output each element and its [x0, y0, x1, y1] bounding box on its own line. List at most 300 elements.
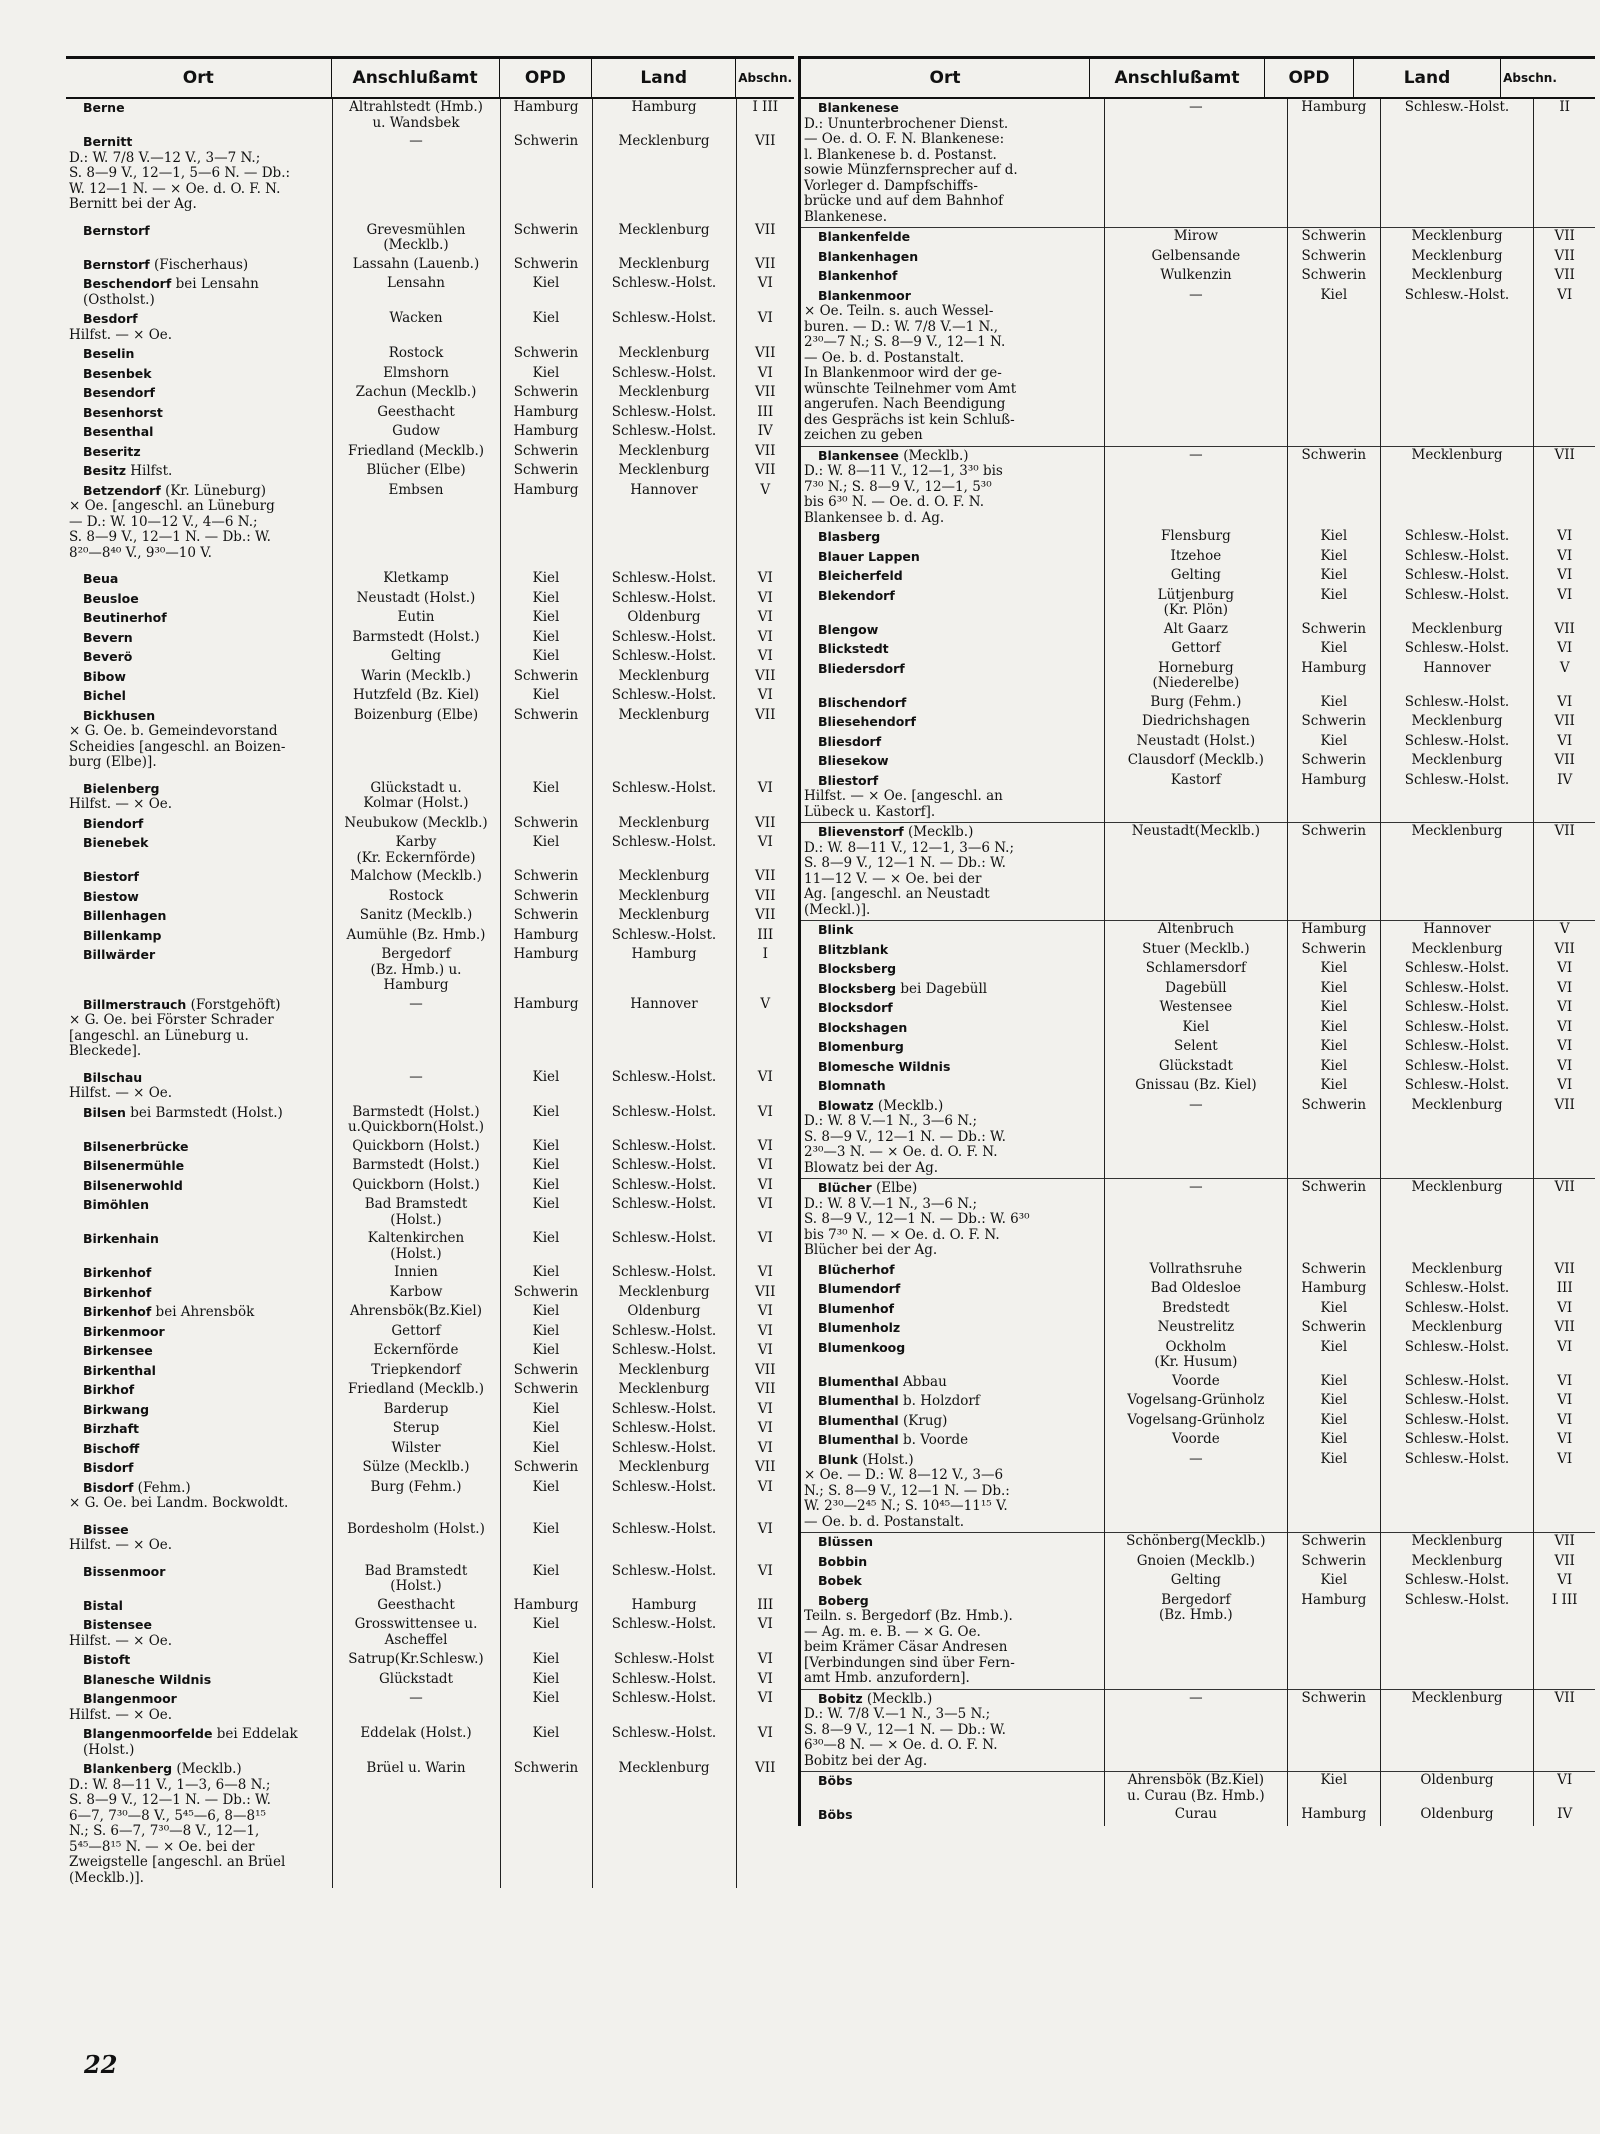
place-name: Bissenmoor — [83, 1563, 166, 1579]
ort-entry — [804, 288, 1101, 305]
table-row — [66, 1230, 794, 1264]
service-note: Teiln. s. Bergedorf (Bz. Hmb.). — Ag. m. e. B. — × G. Oe. beim Krämer Cäsar Andresen [Verbindungen sind über Fern- amt Hmb. anzufordern]. — [804, 1608, 1015, 1686]
ort-entry — [804, 1413, 1101, 1430]
opd-cell: Schwerin — [500, 1760, 592, 1888]
right-entries-table — [801, 99, 1595, 1826]
abschnitt-cell: VI — [757, 1690, 773, 1706]
abschnitt-cell: VI — [757, 1520, 773, 1537]
abschnitt-cell: VI — [757, 1176, 773, 1193]
table-row — [66, 834, 794, 868]
ort-entry — [69, 1564, 329, 1581]
abschnitt-cell: VII — [755, 442, 776, 459]
opd-cell: Kiel — [500, 1062, 592, 1104]
abschnitt-cell: VI — [757, 1725, 773, 1741]
abschnitt-cell: VII — [1554, 940, 1575, 957]
table-row — [66, 1440, 794, 1460]
anschlussamt-cell: Clausdorf (Mecklb.) — [1104, 752, 1287, 772]
table-row — [66, 707, 794, 773]
place-name: Bissee — [83, 1521, 129, 1537]
ort-entry — [804, 1180, 1101, 1197]
opd-cell: Hamburg — [500, 996, 592, 1062]
ort-entry — [69, 781, 329, 798]
abschnitt-cell: VI — [757, 1303, 773, 1319]
opd-cell: Kiel — [500, 1556, 592, 1597]
place-name: Blocksdorf — [818, 1000, 893, 1015]
abschnitt-cell: VII — [755, 907, 776, 923]
ort-entry — [804, 1340, 1101, 1357]
abschnitt-cell: VI — [1534, 1772, 1595, 1807]
service-note: D.: W. 7/8 V.—12 V., 3—7 N.; S. 8—9 V., 12—1, 5—6 N. — Db.: W. 12—1 N. — × Oe. d. O. F. N. Bernitt bei der Ag. — [69, 149, 291, 212]
abschnitt-cell: VI — [757, 1157, 773, 1173]
place-name: Beseritz — [83, 443, 141, 459]
place-name: Birkensee — [83, 1343, 153, 1358]
abschnitt-cell: VII — [1554, 1096, 1575, 1113]
land-cell: Schlesw.-Holst. — [1380, 1077, 1534, 1097]
place-name: Birkenhain — [83, 1231, 159, 1246]
land-cell: Schlesw.-Holst. — [1380, 694, 1534, 714]
anschlussamt-cell: Boizenburg (Elbe) — [332, 707, 500, 773]
ort-cell — [66, 215, 332, 256]
opd-cell: Schwerin — [1287, 941, 1380, 961]
table-row — [66, 404, 794, 424]
ort-cell — [66, 1671, 332, 1691]
anschlussamt-cell: — — [1104, 287, 1287, 447]
ort-entry — [804, 268, 1101, 285]
anschlussamt-cell: Sülze (Mecklb.) — [332, 1459, 500, 1479]
ort-cell — [66, 256, 332, 276]
land-cell: Mecklenburg — [1380, 1261, 1534, 1281]
abschnitt-cell: IV — [757, 423, 773, 439]
ort-cell — [66, 384, 332, 404]
land-cell: Schlesw.-Holst. — [1380, 1373, 1534, 1393]
opd-cell: Kiel — [1287, 733, 1380, 753]
land-cell: Schlesw.-Holst. — [592, 1514, 736, 1556]
place-name: Bistoft — [83, 1652, 131, 1667]
ort-cell — [66, 1157, 332, 1177]
ort-entry — [69, 669, 329, 686]
place-qualifier: b. Voorde — [898, 1432, 969, 1448]
anschlussamt-cell: Barmstedt (Holst.) — [332, 1157, 500, 1177]
place-name: Bevern — [83, 629, 133, 645]
land-cell: Schlesw.-Holst. — [592, 687, 736, 707]
service-note: D.: W. 8—11 V., 1—3, 6—8 N.; S. 8—9 V., 12—1 N. — Db.: W. 6—7, 7³⁰—8 V., 5⁴⁵—6, 8—8¹⁵ N.; S. 6—7, 7³⁰—8 V., 12—1, 5⁴⁵—8¹⁵ N. — × Oe. bei der Zweigstelle [angeschl. an Brüel (Mecklb.)]. — [69, 1776, 286, 1886]
opd-cell: Kiel — [500, 609, 592, 629]
abschnitt-cell: VI — [1557, 1372, 1573, 1389]
table-row — [66, 482, 794, 564]
ort-entry — [804, 1393, 1101, 1410]
table-row — [66, 1323, 794, 1343]
ort-cell — [66, 1760, 332, 1888]
place-name: Birkenhof — [83, 1284, 152, 1300]
place-name: Blumenhof — [818, 1300, 895, 1316]
anschlussamt-cell: Neustadt(Mecklb.) — [1104, 823, 1287, 921]
table-row — [801, 287, 1595, 447]
land-cell: Schlesw.-Holst. — [1380, 1038, 1534, 1058]
table-row — [801, 1038, 1595, 1058]
anschlussamt-cell: Curau — [1104, 1806, 1287, 1826]
anschlussamt-cell: Glückstadt u. Kolmar (Holst.) — [332, 773, 500, 815]
anschlussamt-cell: Barderup — [332, 1401, 500, 1421]
abschnitt-cell: V — [1534, 921, 1595, 941]
anschlussamt-cell: Rostock — [332, 888, 500, 908]
abschnitt-cell: VI — [757, 628, 773, 645]
abschnitt-cell: VI — [757, 779, 773, 796]
abschnitt-cell: VI — [757, 1400, 773, 1417]
place-name: Beua — [83, 571, 119, 586]
table-row — [801, 960, 1595, 980]
abschnitt-cell: VII — [1534, 1179, 1595, 1261]
place-name: Blumenthal — [818, 1373, 899, 1389]
ort-cell — [66, 1514, 332, 1556]
service-note: × G. Oe. bei Landm. Bockwoldt. — [69, 1495, 289, 1511]
table-row — [801, 528, 1595, 548]
anschlussamt-cell: Bordesholm (Holst.) — [332, 1514, 500, 1556]
place-name: Blink — [818, 922, 854, 937]
place-name: Blankenberg — [83, 1761, 173, 1776]
abschnitt-cell: VII — [1534, 1533, 1595, 1553]
ort-entry — [804, 1534, 1101, 1551]
ort-cell — [801, 621, 1104, 641]
place-name: Blumendorf — [818, 1281, 901, 1296]
ort-cell — [801, 1280, 1104, 1300]
anschlussamt-cell: Ahrensbök (Bz.Kiel) u. Curau (Bz. Hmb.) — [1104, 1772, 1287, 1807]
ort-cell — [801, 1533, 1104, 1553]
ort-cell — [801, 567, 1104, 587]
place-name: Blitzblank — [818, 941, 889, 957]
ort-entry — [69, 483, 329, 500]
opd-cell: Kiel — [500, 275, 592, 310]
ort-cell — [66, 345, 332, 365]
place-qualifier: (Fischerhaus) — [149, 256, 249, 273]
opd-cell: Kiel — [1287, 1373, 1380, 1393]
ort-entry — [69, 134, 329, 151]
ort-entry — [69, 223, 329, 240]
anschlussamt-cell: Eutin — [332, 609, 500, 629]
opd-cell: Hamburg — [500, 946, 592, 996]
land-cell: Oldenburg — [592, 1303, 736, 1323]
abschnitt-cell: VI — [757, 275, 773, 291]
abschnitt-cell: VII — [755, 706, 776, 723]
anschlussamt-cell: Alt Gaarz — [1104, 621, 1287, 641]
table-row — [801, 1533, 1595, 1553]
ort-cell — [801, 1319, 1104, 1339]
land-cell: Schlesw.-Holst. — [592, 1671, 736, 1691]
ort-cell — [801, 823, 1104, 921]
abschnitt-cell: VI — [757, 834, 773, 850]
abschnitt-cell: VI — [757, 1196, 773, 1212]
abschnitt-cell: VI — [1557, 1450, 1573, 1467]
ort-entry — [69, 708, 329, 725]
abschnitt-cell: VI — [1557, 999, 1573, 1015]
header-anschlussamt: Anschlußamt — [1090, 59, 1265, 97]
anschlussamt-cell: Kletkamp — [332, 563, 500, 590]
ort-entry — [69, 276, 329, 308]
table-row — [66, 1303, 794, 1323]
place-qualifier: (Mecklb.) — [172, 1761, 242, 1777]
place-name: Blumenkoog — [818, 1339, 906, 1355]
table-row — [801, 567, 1595, 587]
abschnitt-cell: VII — [1554, 620, 1575, 637]
anschlussamt-cell: — — [1104, 1451, 1287, 1533]
opd-cell: Schwerin — [500, 707, 592, 773]
ort-cell — [66, 834, 332, 868]
place-name: Blengow — [818, 621, 879, 637]
ort-entry — [804, 1452, 1101, 1469]
table-row — [801, 1019, 1595, 1039]
anschlussamt-cell: Stuer (Mecklb.) — [1104, 941, 1287, 961]
place-name: Bichel — [83, 688, 126, 703]
ort-entry — [69, 1761, 329, 1778]
table-row — [66, 815, 794, 835]
anschlussamt-cell: Lütjenburg (Kr. Plön) — [1104, 587, 1287, 621]
place-name: Bliedersdorf — [818, 660, 905, 676]
ort-entry — [69, 1324, 329, 1341]
opd-cell: Kiel — [500, 1196, 592, 1230]
land-cell: Schlesw.-Holst. — [1380, 1412, 1534, 1432]
table-row — [66, 215, 794, 256]
ort-cell — [801, 1806, 1104, 1826]
land-cell: Schlesw.-Holst. — [1380, 548, 1534, 568]
opd-cell: Kiel — [1287, 1077, 1380, 1097]
place-name: Besdorf — [83, 311, 138, 326]
anschlussamt-cell: Voorde — [1104, 1431, 1287, 1451]
anschlussamt-cell: Altenbruch — [1104, 921, 1287, 941]
ort-cell — [66, 687, 332, 707]
ort-entry — [69, 1522, 329, 1539]
ort-entry — [69, 947, 329, 964]
anschlussamt-cell: Lassahn (Lauenb.) — [332, 256, 500, 276]
place-name: Bilsenerbrücke — [83, 1138, 189, 1154]
table-row — [801, 980, 1595, 1000]
ort-entry — [69, 571, 329, 588]
table-row — [801, 1431, 1595, 1451]
ort-cell — [66, 133, 332, 215]
land-cell: Schlesw.-Holst. — [1380, 1019, 1534, 1039]
table-row — [801, 228, 1595, 248]
ort-entry — [804, 622, 1101, 639]
abschnitt-cell: III — [757, 1596, 774, 1613]
land-cell: Mecklenburg — [1380, 1553, 1534, 1573]
ort-entry — [804, 773, 1101, 790]
anschlussamt-cell: Gnissau (Bz. Kiel) — [1104, 1077, 1287, 1097]
land-cell: Mecklenburg — [592, 668, 736, 688]
place-qualifier: bei Barmstedt (Holst.) — [125, 1104, 283, 1121]
opd-cell: Schwerin — [500, 668, 592, 688]
land-cell: Schlesw.-Holst. — [592, 1062, 736, 1104]
ort-entry — [804, 1432, 1101, 1449]
ort-cell — [66, 1362, 332, 1382]
place-name: Birkhof — [83, 1382, 135, 1397]
place-name: Birkenhof — [83, 1304, 152, 1319]
opd-cell: Hamburg — [1287, 1806, 1380, 1826]
abschnitt-cell: VI — [1557, 640, 1573, 656]
place-qualifier: (Krug) — [898, 1412, 948, 1429]
ort-cell — [66, 1303, 332, 1323]
anschlussamt-cell: Burg (Fehm.) — [332, 1479, 500, 1514]
land-cell: Schlesw.-Holst. — [592, 1556, 736, 1597]
ort-entry — [69, 1672, 329, 1689]
anschlussamt-cell: Hutzfeld (Bz. Kiel) — [332, 687, 500, 707]
opd-cell: Kiel — [500, 1323, 592, 1343]
table-row — [66, 648, 794, 668]
opd-cell: Kiel — [500, 1303, 592, 1323]
abschnitt-cell: III — [1556, 1280, 1573, 1296]
table-row — [66, 1671, 794, 1691]
place-name: Blauer Lappen — [818, 548, 920, 564]
opd-cell: Kiel — [500, 1177, 592, 1197]
ort-entry — [804, 734, 1101, 751]
land-cell: Schlesw.-Holst. — [1380, 980, 1534, 1000]
opd-cell: Hamburg — [500, 1597, 592, 1617]
opd-cell: Schwerin — [1287, 1261, 1380, 1281]
service-note: D.: W. 8 V.—1 N., 3—6 N.; S. 8—9 V., 12—1 N. — Db.: W. 2³⁰—3 N. — × Oe. d. O. F. N. Blowatz bei der Ag. — [804, 1113, 1006, 1176]
opd-cell: Kiel — [500, 1725, 592, 1760]
place-qualifier: (Mecklb.) — [903, 824, 974, 840]
ort-cell — [66, 1690, 332, 1725]
ort-cell — [801, 1553, 1104, 1573]
anschlussamt-cell: Schönberg(Mecklb.) — [1104, 1533, 1287, 1553]
service-note: D.: W. 8 V.—1 N., 3—6 N.; S. 8—9 V., 12—1 N. — Db.: W. 6³⁰ bis 7³⁰ N. — × Oe. d. O. F. N. Blücher bei der Ag. — [804, 1195, 1030, 1258]
opd-cell: Schwerin — [1287, 1533, 1380, 1553]
place-qualifier: (Kr. Lüneburg) — [160, 482, 267, 499]
abschnitt-cell: VI — [757, 1322, 773, 1339]
table-row — [66, 888, 794, 908]
abschnitt-cell: VII — [1554, 247, 1575, 264]
anschlussamt-cell: — — [332, 996, 500, 1062]
table-row — [66, 1514, 794, 1556]
place-name: Böbs — [818, 1807, 853, 1822]
table-row — [66, 423, 794, 443]
table-row — [66, 609, 794, 629]
table-row — [66, 1651, 794, 1671]
opd-cell: Schwerin — [500, 1362, 592, 1382]
opd-cell: Schwerin — [1287, 713, 1380, 733]
ort-entry — [804, 1000, 1101, 1017]
land-cell: Schlesw.-Holst. — [592, 365, 736, 385]
place-name: Blocksberg — [818, 980, 897, 996]
header-opd: OPD — [500, 59, 593, 97]
table-row — [801, 1179, 1595, 1261]
opd-cell: Schwerin — [1287, 446, 1380, 528]
header-ort: Ort — [66, 59, 332, 97]
anschlussamt-cell: Kaltenkirchen (Holst.) — [332, 1230, 500, 1264]
abschnitt-cell: VI — [757, 1068, 773, 1085]
land-cell: Hannover — [1380, 921, 1534, 941]
place-name: Bobek — [818, 1573, 862, 1588]
land-cell: Mecklenburg — [592, 462, 736, 482]
place-name: Bienebek — [83, 835, 149, 850]
abschnitt-cell: VI — [1557, 1572, 1573, 1588]
ort-cell — [66, 927, 332, 947]
ort-cell — [66, 648, 332, 668]
land-cell: Mecklenburg — [1380, 621, 1534, 641]
ort-entry — [69, 688, 329, 705]
left-column — [66, 56, 794, 1888]
land-cell: Hannover — [592, 996, 736, 1062]
place-qualifier: (Fehm.) — [133, 1479, 191, 1496]
ort-cell — [801, 446, 1104, 528]
abschnitt-cell: VI — [1557, 1431, 1573, 1447]
ort-cell — [66, 1104, 332, 1138]
opd-cell: Kiel — [1287, 1572, 1380, 1592]
ort-cell — [801, 587, 1104, 621]
anschlussamt-cell: Gettorf — [1104, 640, 1287, 660]
table-row — [66, 275, 794, 310]
anschlussamt-cell: Aumühle (Bz. Hmb.) — [332, 927, 500, 947]
land-cell: Schlesw.-Holst — [592, 1651, 736, 1671]
ort-cell — [801, 921, 1104, 941]
place-name: Billenkamp — [83, 927, 162, 943]
table-row — [66, 256, 794, 276]
land-cell: Mecklenburg — [592, 868, 736, 888]
anschlussamt-cell: Glückstadt — [332, 1671, 500, 1691]
opd-cell: Kiel — [500, 1616, 592, 1651]
ort-entry — [69, 630, 329, 647]
anschlussamt-cell: — — [332, 1690, 500, 1725]
ort-entry — [804, 1059, 1101, 1076]
ort-entry — [69, 1691, 329, 1708]
anschlussamt-cell: Bad Oldesloe — [1104, 1280, 1287, 1300]
abschnitt-cell: VI — [1557, 1299, 1573, 1316]
anschlussamt-cell: Kastorf — [1104, 772, 1287, 823]
place-name: Blankenhagen — [818, 248, 919, 264]
land-cell: Schlesw.-Holst. — [592, 1342, 736, 1362]
service-note: × Oe. Teiln. s. auch Wessel- buren. — D.: W. 7/8 V.—1 N., 2³⁰—7 N.; S. 8—9 V., 12—1 N. — Oe. b. d. Postanstalt. In Blankenmoor wird der ge- wünschte Teilnehmer vom Amt angerufen. Nach Beendigung des Gesprächs ist kein Schluß- zeichen zu geben — [804, 303, 1017, 443]
anschlussamt-cell: Gudow — [332, 423, 500, 443]
opd-cell: Schwerin — [500, 815, 592, 835]
ort-entry — [69, 366, 329, 383]
land-cell: Mecklenburg — [592, 1381, 736, 1401]
ort-cell — [66, 668, 332, 688]
anschlussamt-cell: — — [1104, 99, 1287, 228]
place-qualifier: bei Lensahn (Ostholst.) — [83, 276, 259, 308]
land-cell: Mecklenburg — [592, 888, 736, 908]
abschnitt-cell: VII — [1554, 752, 1575, 768]
place-qualifier: b. Holzdorf — [898, 1393, 980, 1409]
ort-cell — [801, 99, 1104, 228]
opd-cell: Schwerin — [1287, 1179, 1380, 1261]
ort-cell — [66, 1597, 332, 1617]
land-cell: Schlesw.-Holst. — [592, 1264, 736, 1284]
ort-entry — [804, 1262, 1101, 1279]
place-name: Blomesche Wildnis — [818, 1058, 951, 1074]
table-row — [801, 1572, 1595, 1592]
ort-cell — [66, 1264, 332, 1284]
header-abschn: Abschn. — [1503, 71, 1557, 85]
ort-cell — [66, 815, 332, 835]
table-row — [66, 1725, 794, 1760]
anschlussamt-cell: Mirow — [1104, 228, 1287, 248]
place-name: Billwärder — [83, 947, 156, 962]
table-row — [66, 1597, 794, 1617]
opd-cell: Schwerin — [1287, 1097, 1380, 1179]
table-row — [801, 621, 1595, 641]
table-row — [66, 1177, 794, 1197]
ort-entry — [69, 997, 329, 1014]
place-name: Bernstorf — [83, 256, 150, 272]
land-cell: Schlesw.-Holst. — [1380, 1280, 1534, 1300]
ort-entry — [69, 1178, 329, 1195]
table-row — [66, 868, 794, 888]
anschlussamt-cell: Satrup(Kr.Schlesw.) — [332, 1651, 500, 1671]
opd-cell: Kiel — [500, 1401, 592, 1421]
ort-entry — [804, 1554, 1101, 1571]
place-name: Biestow — [83, 888, 139, 904]
anschlussamt-cell: Blücher (Elbe) — [332, 462, 500, 482]
opd-cell: Hamburg — [500, 927, 592, 947]
place-name: Biestorf — [83, 869, 139, 884]
service-note: D.: W. 8—11 V., 12—1, 3—6 N.; S. 8—9 V., 12—1 N. — Db.: W. 11—12 V. — × Oe. bei der Ag. [angeschl. an Neustadt (Meckl.)]. — [804, 839, 1015, 918]
